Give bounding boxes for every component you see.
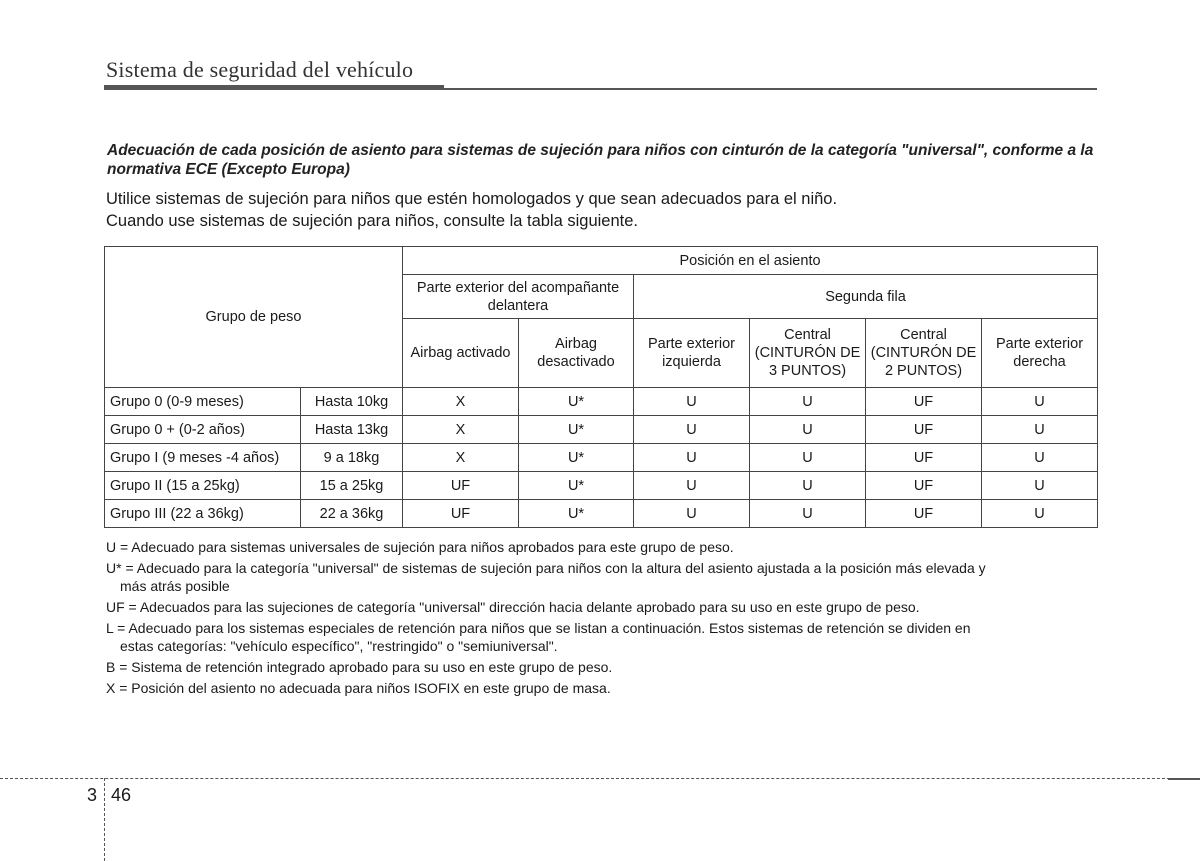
value-cell: UF	[403, 472, 519, 500]
note-l	[106, 619, 1094, 655]
value-cell: U*	[519, 472, 634, 500]
table-row	[105, 472, 1098, 500]
value-cell: U	[750, 444, 866, 472]
weight-cell: 22 a 36kg	[301, 500, 403, 528]
value-cell: UF	[866, 500, 982, 528]
front-passenger-header: Parte exterior del acompañante delantera	[403, 275, 634, 319]
rear-right-header: Parte exterior derecha	[982, 319, 1098, 388]
note-u	[106, 538, 1094, 556]
value-cell: UF	[403, 500, 519, 528]
weight-cell: Hasta 13kg	[301, 416, 403, 444]
group-cell: Grupo 0 (0-9 meses)	[105, 388, 301, 416]
value-cell: U	[982, 388, 1098, 416]
table-row	[105, 388, 1098, 416]
note-text: U = Adecuado para sistemas universales de sujeción para niños aprobados para este grupo de peso.	[106, 539, 734, 555]
footer-corner-mark	[1168, 778, 1200, 780]
value-cell: UF	[866, 416, 982, 444]
note-text: UF = Adecuados para las sujeciones de categoría "universal" dirección hacia delante aprobado para su uso en este grupo de peso.	[106, 599, 920, 615]
note-continuation: estas categorías: "vehículo específico", "restringido" o "semiuniversal".	[120, 638, 558, 654]
table-row	[105, 500, 1098, 528]
note-text: X = Posición del asiento no adecuada para niños ISOFIX en este grupo de masa.	[106, 680, 611, 696]
center-2pt-header: Central (CINTURÓN DE 2 PUNTOS)	[866, 319, 982, 388]
value-cell: U	[982, 444, 1098, 472]
note-b	[106, 658, 1094, 676]
seat-position-header: Posición en el asiento	[403, 247, 1098, 275]
rear-left-header: Parte exterior izquierda	[634, 319, 750, 388]
value-cell: U*	[519, 500, 634, 528]
value-cell: U	[750, 388, 866, 416]
airbag-on-header: Airbag activado	[403, 319, 519, 388]
intro-line-1: Utilice sistemas de sujeción para niños que estén homologados y que sean adecuados para el niño.	[106, 190, 838, 208]
note-u-star	[106, 559, 1094, 595]
page-number: 46	[111, 785, 132, 805]
value-cell: U*	[519, 444, 634, 472]
weight-cell: 15 a 25kg	[301, 472, 403, 500]
group-cell: Grupo III (22 a 36kg)	[105, 500, 301, 528]
second-row-header: Segunda fila	[634, 275, 1098, 319]
value-cell: UF	[866, 388, 982, 416]
intro-text	[106, 188, 1096, 232]
title-underline-thick	[104, 85, 444, 90]
table-row	[105, 444, 1098, 472]
table-row	[105, 416, 1098, 444]
value-cell: X	[403, 444, 519, 472]
note-continuation: más atrás posible	[120, 578, 230, 594]
weight-cell: 9 a 18kg	[301, 444, 403, 472]
subheading: Adecuación de cada posición de asiento para sistemas de sujeción para niños con cinturón de la categoría "universal", conforme a la normativa ECE (Excepto Europa)	[107, 142, 1094, 178]
value-cell: U	[634, 472, 750, 500]
value-cell: U	[982, 416, 1098, 444]
value-cell: U*	[519, 416, 634, 444]
chapter-number: 3	[87, 785, 98, 805]
intro-line-2: Cuando use sistemas de sujeción para niños, consulte la tabla siguiente.	[106, 212, 638, 230]
value-cell: UF	[866, 444, 982, 472]
value-cell: U	[982, 500, 1098, 528]
value-cell: X	[403, 388, 519, 416]
seat-suitability-table	[104, 246, 1098, 528]
group-cell: Grupo 0 + (0-2 años)	[105, 416, 301, 444]
weight-cell: Hasta 10kg	[301, 388, 403, 416]
value-cell: U	[634, 416, 750, 444]
title-underline-thin	[444, 88, 1097, 90]
note-text: U* = Adecuado para la categoría "universal" de sistemas de sujeción para niños con la altura del asiento ajustada a la posición más elevada y	[106, 560, 986, 576]
value-cell: U	[634, 388, 750, 416]
value-cell: U	[750, 472, 866, 500]
section-title: Sistema de seguridad del vehículo	[106, 57, 414, 82]
value-cell: U	[634, 500, 750, 528]
value-cell: U	[634, 444, 750, 472]
value-cell: UF	[866, 472, 982, 500]
footer-dashed-divider	[104, 778, 105, 861]
value-cell: U	[982, 472, 1098, 500]
value-cell: U	[750, 416, 866, 444]
note-x	[106, 679, 1094, 697]
group-cell: Grupo II (15 a 25kg)	[105, 472, 301, 500]
value-cell: U	[750, 500, 866, 528]
airbag-off-header: Airbag desactivado	[519, 319, 634, 388]
note-uf	[106, 598, 1094, 616]
center-3pt-header: Central (CINTURÓN DE 3 PUNTOS)	[750, 319, 866, 388]
group-cell: Grupo I (9 meses -4 años)	[105, 444, 301, 472]
weight-group-header: Grupo de peso	[105, 247, 403, 388]
note-text: B = Sistema de retención integrado aprobado para su uso en este grupo de peso.	[106, 659, 613, 675]
footer-dashed-rule	[0, 778, 1200, 779]
note-text: L = Adecuado para los sistemas especiales de retención para niños que se listan a continuación. Estos sistemas de retención se dividen en	[106, 620, 971, 636]
value-cell: U*	[519, 388, 634, 416]
value-cell: X	[403, 416, 519, 444]
legend-notes	[106, 538, 1094, 700]
